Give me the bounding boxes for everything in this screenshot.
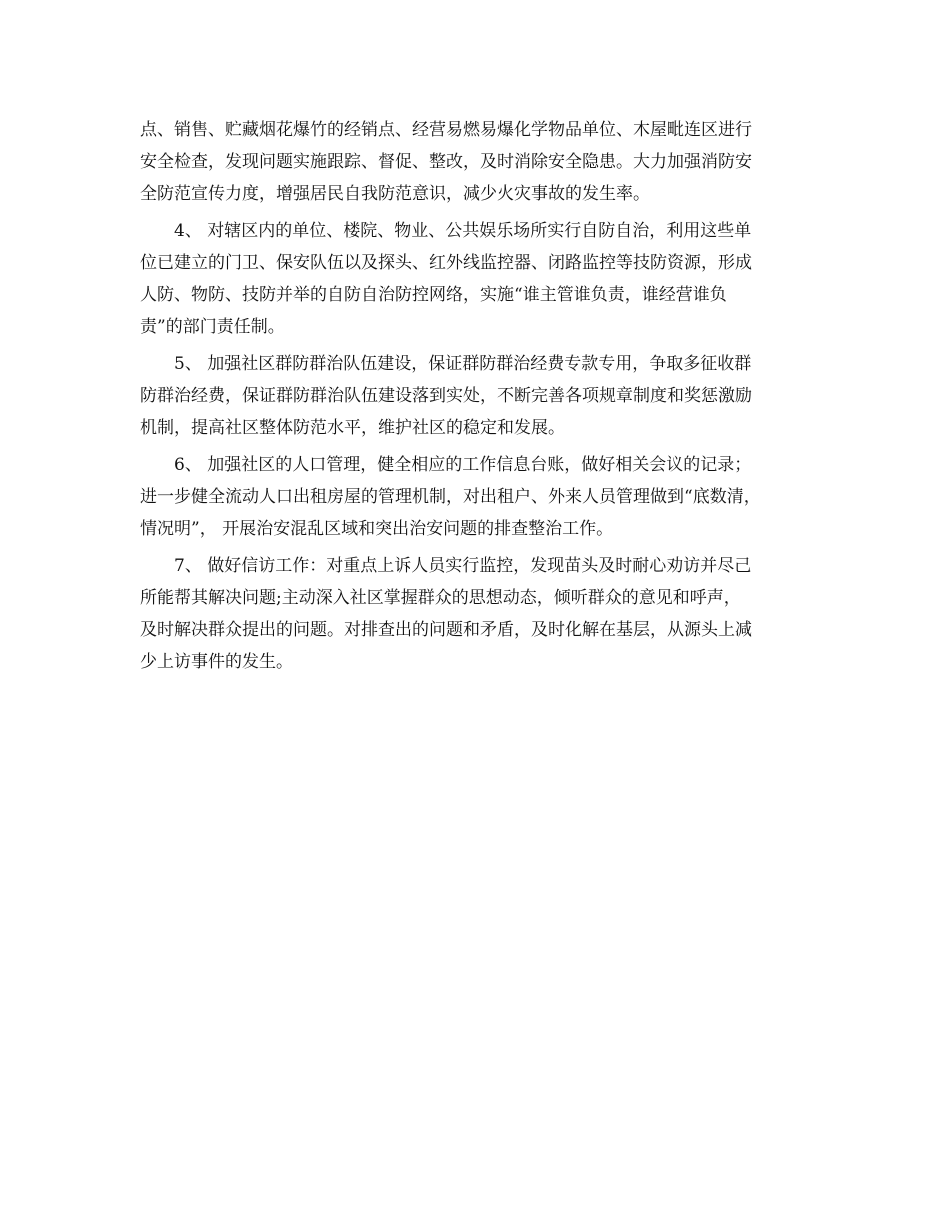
text-line: 7、 做好信访工作：对重点上诉人员实行监控，发现苗头及时耐心劝访并尽己 bbox=[174, 556, 752, 576]
text-line: 6、 加强社区的人口管理，健全相应的工作信息台账，做好相关会议的记录； bbox=[174, 455, 752, 475]
text-line: 5、 加强社区群防群治队伍建设，保证群防群治经费专款专用，争取多征收群 bbox=[174, 354, 752, 374]
paragraph-item-7 bbox=[140, 550, 820, 678]
text-line: 所能帮其解决问题;主动深入社区掌握群众的思想动态，倾听群众的意见和呼声， bbox=[140, 588, 741, 608]
text-line: 4、 对辖区内的单位、楼院、物业、公共娱乐场所实行自防自治，利用这些单 bbox=[174, 221, 752, 241]
text-line: 位已建立的门卫、保安队伍以及探头、红外线监控器、闭路监控等技防资源，形成 bbox=[140, 253, 752, 273]
text-line: 情况明”， 开展治安混乱区域和突出治安问题的排查整治工作。 bbox=[140, 519, 614, 539]
text-line: 防群治经费，保证群防群治队伍建设落到实处，不断完善各项规章制度和奖惩激励 bbox=[140, 386, 752, 406]
text-line: 责”的部门责任制。 bbox=[140, 317, 285, 337]
paragraph-item-4 bbox=[140, 215, 820, 343]
document-body bbox=[140, 114, 820, 678]
text-line: 点、销售、贮藏烟花爆竹的经销点、经营易燃易爆化学物品单位、木屋毗连区进行 bbox=[140, 120, 752, 140]
text-line: 全防范宣传力度，增强居民自我防范意识，减少火灾事故的发生率。 bbox=[140, 184, 650, 204]
text-line: 安全检查，发现问题实施跟踪、督促、整改，及时消除安全隐患。大力加强消防安 bbox=[140, 152, 752, 172]
text-line: 人防、物防、技防并举的自防自治防控网络，实施“谁主管谁负责，谁经营谁负 bbox=[140, 285, 727, 305]
text-line: 及时解决群众提出的问题。对排查出的问题和矛盾，及时化解在基层，从源头上减 bbox=[140, 620, 752, 640]
text-line: 少上访事件的发生。 bbox=[140, 652, 293, 672]
paragraph-item-6 bbox=[140, 449, 820, 545]
paragraph-item-5 bbox=[140, 348, 820, 444]
paragraph-fire-safety bbox=[140, 114, 820, 210]
text-line: 进一步健全流动人口出租房屋的管理机制，对出租户、外来人员管理做到“底数清， bbox=[140, 487, 761, 507]
text-line: 机制，提高社区整体防范水平，维护社区的稳定和发展。 bbox=[140, 418, 565, 438]
